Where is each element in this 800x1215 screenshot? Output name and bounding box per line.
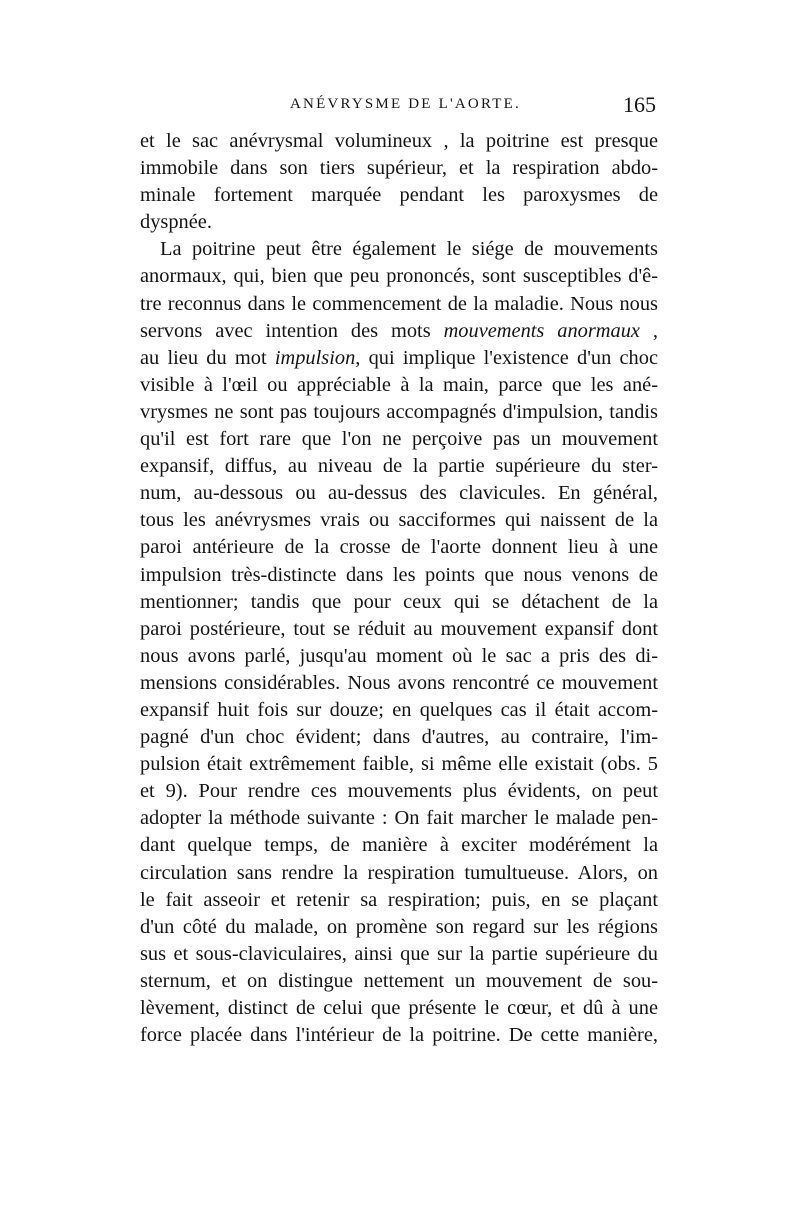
text-line-segment: au lieu du mot — [140, 346, 275, 369]
text-line — [140, 318, 658, 345]
text-line: sus et sous-claviculaires, ainsi que sur la partie supérieure du — [140, 942, 658, 965]
text-line: impulsion très-distincte dans les points que nous venons de — [140, 563, 658, 586]
text-line: La poitrine peut être également le siége de mouvements — [160, 238, 658, 261]
text-line: paroi postérieure, tout se réduit au mouvement expansif dont — [140, 617, 658, 640]
text-line: vrysmes ne sont pas toujours accompagnés d'impulsion, tandis — [140, 400, 658, 423]
text-line: pulsion était extrêmement faible, si même elle existait (obs. 5 — [140, 753, 658, 776]
running-head — [140, 92, 662, 118]
text-line: force placée dans l'intérieur de la poitrine. De cette manière, — [140, 1024, 658, 1047]
text-line: minale fortement marquée pendant les paroxysmes de — [140, 184, 658, 207]
text-line — [140, 345, 658, 372]
italic-term: impulsion — [274, 346, 356, 369]
text-line-segment: , — [639, 319, 659, 342]
text-line: lèvement, distinct de celui que présente le cœur, et dû à une — [140, 997, 658, 1019]
text-line: adopter la méthode suivante : On fait marcher le malade pen- — [140, 807, 658, 830]
text-line: d'un côté du malade, on promène son regard sur les régions — [140, 915, 658, 938]
text-line: dyspnée. — [140, 211, 212, 234]
text-line: et le sac anévrysmal volumineux , la poitrine est presque — [140, 130, 658, 152]
text-line: immobile dans son tiers supérieur, et la respiration abdo- — [140, 157, 658, 180]
page-number: 165 — [623, 92, 656, 117]
text-line: paroi antérieure de la crosse de l'aorte donnent lieu à une — [140, 536, 658, 559]
running-title: ANÉVRYSME DE L'AORTE. — [290, 96, 521, 112]
text-line: dant quelque temps, de manière à exciter modérément la — [140, 834, 658, 857]
text-line: nous avons parlé, jusqu'au moment où le sac a pris des di- — [140, 644, 658, 667]
text-line: et 9). Pour rendre ces mouvements plus évidents, on peut — [140, 780, 658, 803]
text-line-segment: , qui implique l'existence d'un choc — [355, 346, 658, 369]
text-line-segment: servons avec intention des mots — [140, 319, 444, 342]
text-line: pagné d'un choc évident; dans d'autres, au contraire, l'im- — [140, 726, 658, 749]
text-line: expansif, diffus, au niveau de la partie supérieure du ster- — [140, 455, 658, 478]
text-line: mentionner; tandis que pour ceux qui se détachent de la — [140, 590, 658, 613]
text-line: circulation sans rendre la respiration tumultueuse. Alors, on — [140, 861, 658, 884]
text-line: visible à l'œil ou appréciable à la main, parce que les ané- — [140, 373, 658, 396]
text-line: sternum, et on distingue nettement un mouvement de sou- — [140, 969, 658, 992]
text-line: tous les anévrysmes vrais ou sacciformes qui naissent de la — [140, 509, 658, 532]
italic-term: mouvements anormaux — [443, 319, 640, 342]
text-line: qu'il est fort rare que l'on ne perçoive pas un mouvement — [140, 428, 658, 451]
text-line: tre reconnus dans le commencement de la maladie. Nous nous — [140, 292, 658, 315]
text-line: mensions considérables. Nous avons rencontré ce mouvement — [140, 671, 658, 694]
text-line: anormaux, qui, bien que peu prononcés, sont susceptibles d'ê- — [140, 265, 658, 288]
body-text — [140, 128, 658, 1049]
text-line: expansif huit fois sur douze; en quelques cas il était accom- — [140, 698, 658, 721]
text-line: num, au-dessous ou au-dessus des clavicules. En général, — [140, 482, 658, 505]
text-line: le fait asseoir et retenir sa respiration; puis, en se plaçant — [140, 888, 658, 911]
